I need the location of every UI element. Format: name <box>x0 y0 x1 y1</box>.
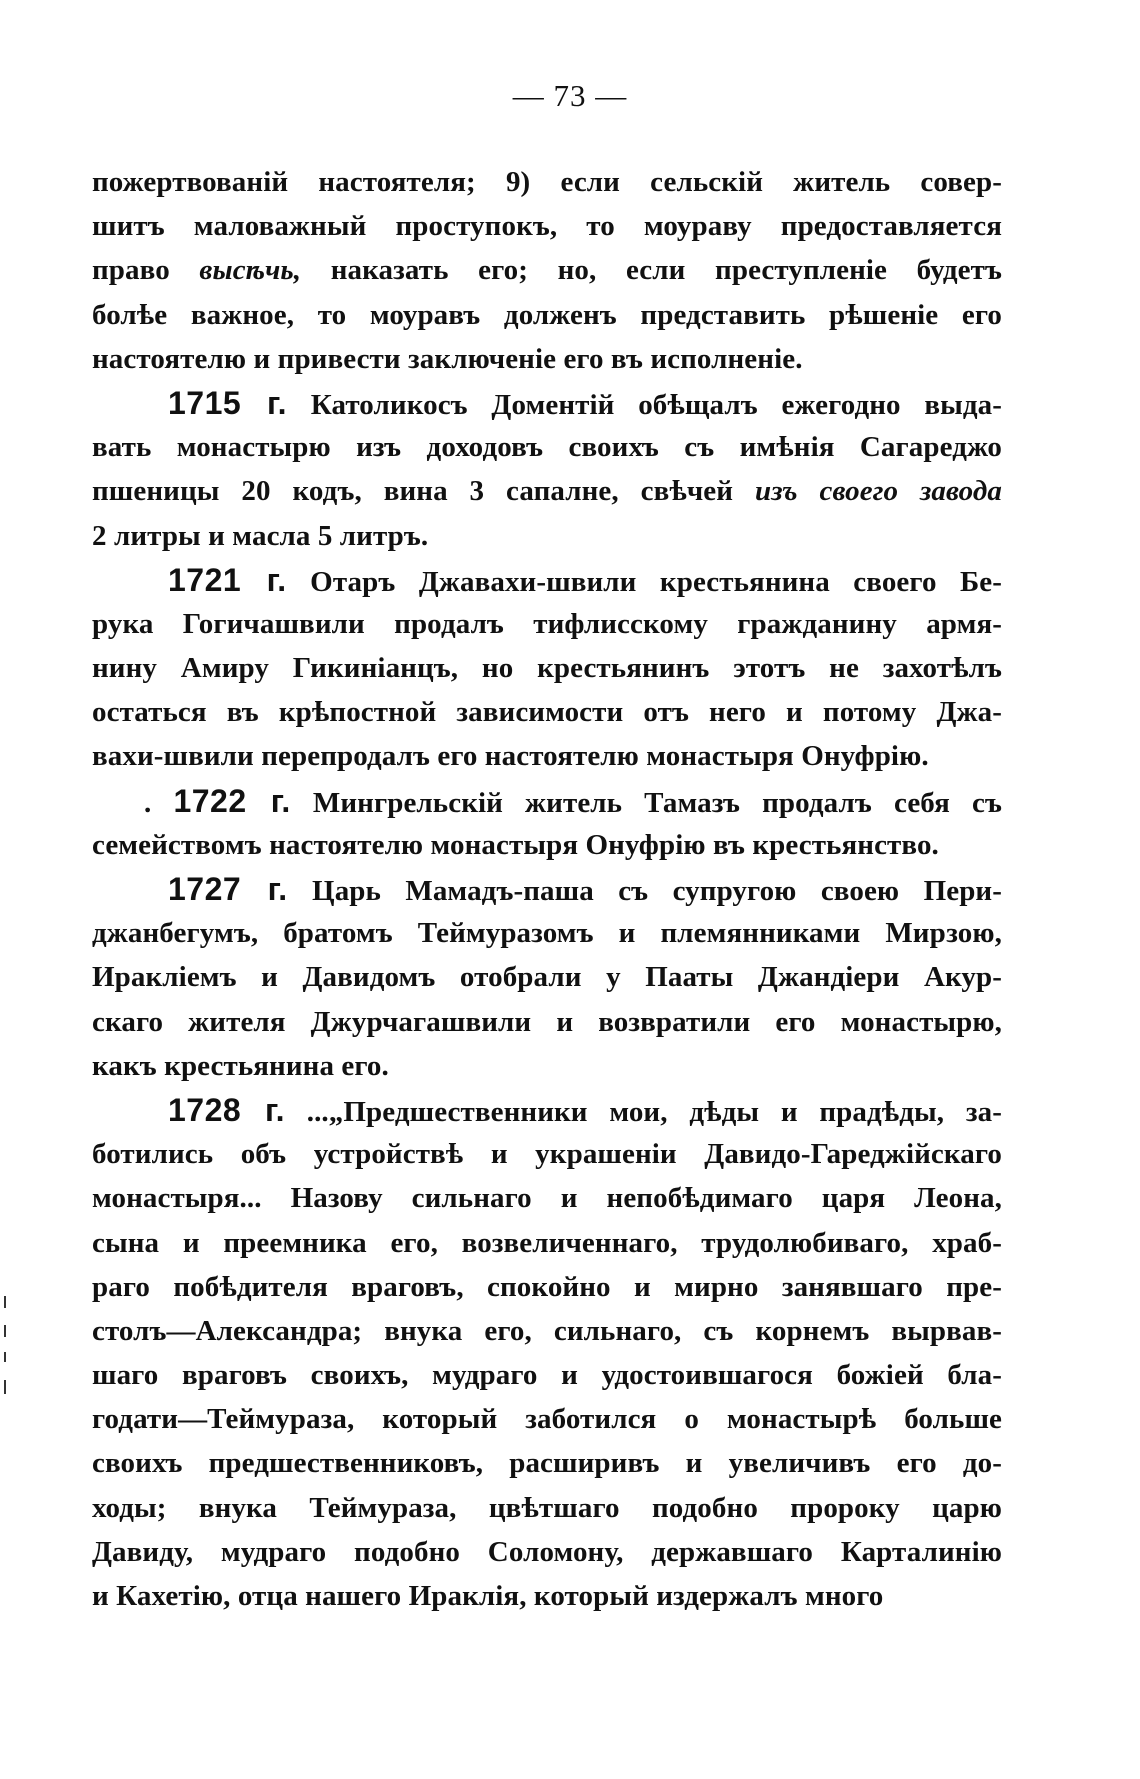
year-heading: 1722 г. <box>173 782 291 819</box>
text-run: Мингрельскій житель Тамазъ продалъ себя съ <box>312 786 1003 819</box>
text-line <box>92 337 1002 381</box>
text-run: и Кахетію, отца нашего Ираклія, который издержалъ много <box>92 1580 884 1612</box>
margin-mark <box>4 1380 6 1394</box>
text-line <box>92 558 1002 602</box>
text-run: пшеницы 20 кодъ, вина 3 сапалне, свѣчей <box>92 475 755 508</box>
text-line <box>92 1441 1002 1485</box>
text-run: Отаръ Джавахи-швили крестьянина своего Бе- <box>310 565 1003 598</box>
text-run: наказать его; но, если преступленіе будетъ <box>301 254 1003 287</box>
text-run: рука Гогичашвили продалъ тифлисскому гражданину армя- <box>92 607 1002 640</box>
text-run: Давиду, мудраго подобно Соломону, державшаго Карталинію <box>92 1535 1002 1568</box>
text-line <box>92 1265 1002 1309</box>
text-line <box>92 248 1002 292</box>
text-run: монастыря... Назову сильнаго и непобѣдимаго царя Леона, <box>92 1182 1002 1215</box>
text-run: вать монастырю изъ доходовъ своихъ съ имѣнія Сагареджо <box>92 431 1002 464</box>
text-run: остаться въ крѣпостной зависимости отъ него и потому Джа- <box>92 696 1002 729</box>
text-line <box>92 204 1002 248</box>
stray-mark: . <box>144 786 174 819</box>
page-number: — 73 — <box>512 78 628 113</box>
text-line <box>92 1000 1002 1044</box>
text-run: ходы; внука Теймураза, цвѣтшаго подобно пророку царю <box>92 1491 1002 1524</box>
text-run: Ираклiемъ и Давидомъ отобрали у Пааты Джандiери Акур- <box>92 961 1002 994</box>
text-run: шаго враговъ своихъ, мудраго и удостоившагося божіей бла- <box>92 1359 1002 1392</box>
italic-phrase: изъ своего завода <box>754 475 1002 508</box>
text-line <box>92 514 1002 558</box>
year-heading: 1727 г. <box>168 871 288 907</box>
text-line <box>92 1088 1002 1132</box>
text-line <box>92 911 1002 955</box>
text-line <box>92 1353 1002 1397</box>
text-line <box>92 955 1002 999</box>
text-line <box>92 690 1002 734</box>
page-body-text <box>92 160 1002 1618</box>
year-heading: 1728 г. <box>168 1091 285 1128</box>
text-run: раго побѣдителя враговъ, спокойно и мирно занявшаго пре- <box>92 1270 1002 1303</box>
text-line <box>92 293 1002 337</box>
text-run: настоятелю и привести заключеніе его въ исполненіе. <box>92 342 803 375</box>
text-line <box>92 602 1002 646</box>
text-line <box>92 1397 1002 1441</box>
text-run: Царь Мамадъ-паша съ супругою своею Пери- <box>312 875 1003 907</box>
text-line <box>92 1176 1002 1220</box>
text-line <box>92 160 1002 204</box>
margin-mark <box>4 1325 6 1337</box>
text-run: право <box>92 254 200 287</box>
text-run: пожертвованій настоятеля; 9) если сельскій житель совер- <box>92 166 1002 198</box>
margin-mark <box>4 1296 6 1308</box>
text-run: шитъ маловажный проступокъ, то моураву предоставляется <box>92 210 1002 243</box>
text-line <box>92 1574 1002 1618</box>
text-run: вахи-швили перепродалъ его настоятелю монастыря Онуфрію. <box>92 740 929 773</box>
text-line <box>92 425 1002 469</box>
year-heading: 1715 г. <box>168 384 287 421</box>
text-run: скаго жителя Джурчагашвили и возвратили его монастырю, <box>92 1005 1002 1038</box>
text-run: какъ крестьянина его. <box>92 1049 389 1082</box>
text-run: ...„Предшественники мои, дѣды и прадѣды, за- <box>306 1095 1002 1128</box>
text-run: 2 литры и масла 5 литръ. <box>92 519 429 552</box>
text-line <box>92 646 1002 690</box>
text-line <box>92 867 1002 911</box>
text-run: семействомъ настоятелю монастыря Онуфрію въ крестьянство. <box>92 828 939 861</box>
text-line <box>92 1486 1002 1530</box>
text-line <box>92 823 1002 867</box>
text-line <box>92 381 1002 425</box>
text-line <box>92 734 1002 778</box>
year-heading: 1721 г. <box>168 561 287 598</box>
italic-phrase: высѣчь, <box>199 254 302 287</box>
text-run: своихъ предшественниковъ, расширивъ и увеличивъ его до- <box>92 1447 1002 1480</box>
text-run: годати—Теймураза, который заботился о монастырѣ больше <box>92 1403 1002 1436</box>
text-run: сына и преемника его, возвеличеннаго, трудолюбиваго, храб- <box>92 1226 1002 1259</box>
text-run: столъ—Александра; внука его, сильнаго, съ корнемъ вырвав- <box>92 1314 1002 1347</box>
text-line <box>92 469 1002 513</box>
text-run: джанбегумъ, братомъ Теймуразомъ и племянниками Мирзою, <box>92 917 1002 950</box>
text-line <box>92 779 1002 823</box>
text-line <box>92 1132 1002 1176</box>
text-run: ботились объ устройствѣ и украшеніи Давидо-Гареджійскаго <box>92 1138 1002 1171</box>
margin-mark <box>4 1352 6 1362</box>
text-run: нину Амиру Гикиніанцъ, но крестьянинъ этотъ не захотѣлъ <box>92 652 1002 685</box>
text-line <box>92 1221 1002 1265</box>
text-line <box>92 1044 1002 1088</box>
text-line <box>92 1530 1002 1574</box>
text-run: Католикосъ Доментій обѣщалъ ежегодно выда- <box>310 388 1003 421</box>
text-run: болѣе важное, то моуравъ долженъ представить рѣшеніе его <box>92 298 1002 331</box>
text-line <box>92 1309 1002 1353</box>
